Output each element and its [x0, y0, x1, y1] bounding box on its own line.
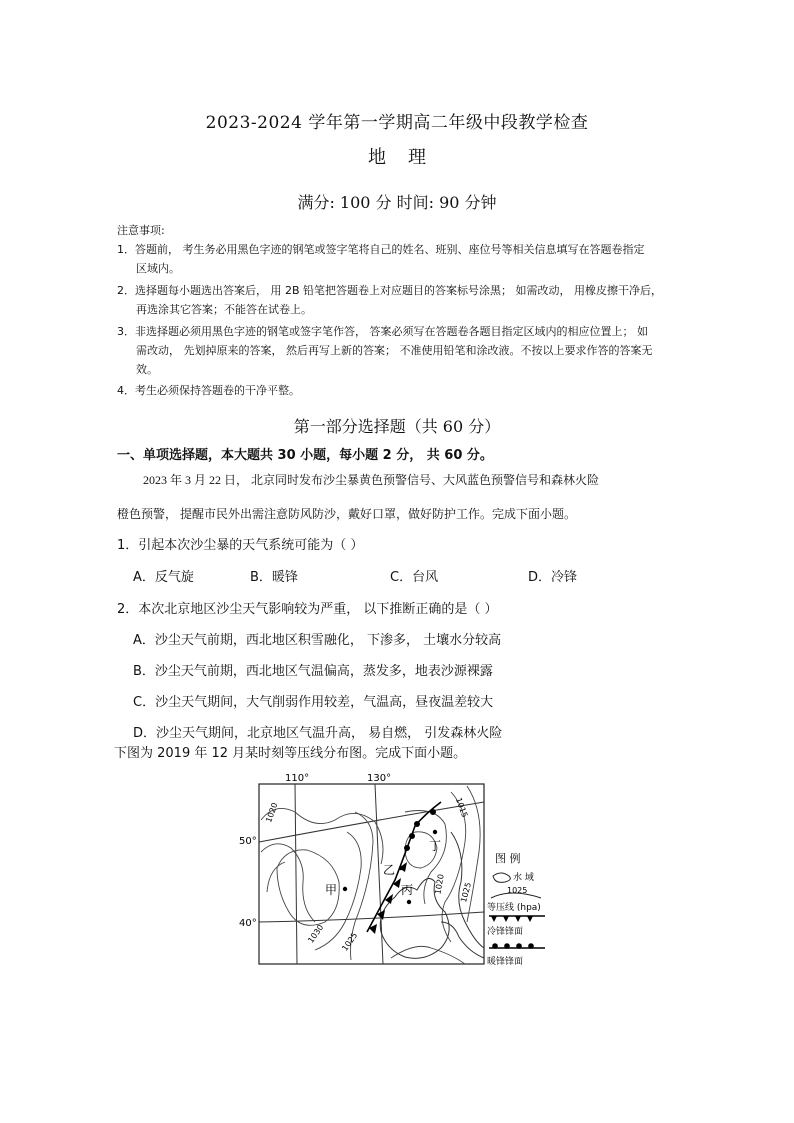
meridian-130-line	[375, 784, 383, 964]
q2-option-d: D．沙尘天气期间，北京地区气温升高， 易自燃， 引发森林火险	[133, 726, 503, 741]
point-jia	[343, 887, 347, 891]
subject-title: 地理	[368, 147, 448, 168]
legend-cold-triangle	[491, 916, 497, 922]
isobar-label: 1030	[306, 922, 326, 945]
note-line: 3．非选择题必须用黑色字迹的钢笔或签字笔作答， 答案必须写在答题卷各题目指定区域内的相应位置上； 如	[117, 325, 648, 338]
map-intro: 下图为 2019 年 12 月某时刻等压线分布图。完成下面小题。	[114, 746, 467, 761]
q2-option-c: C．沙尘天气期间，大气削弱作用较差，气温高，昼夜温差较大	[133, 695, 494, 710]
exam-title: 2023-2024 学年第一学期高二年级中段教学检查	[205, 113, 589, 133]
warm-front-dot	[409, 833, 415, 839]
q1-option-a: A．反气旋	[133, 570, 194, 585]
legend-water-symbol	[493, 873, 510, 882]
note-item-2	[117, 281, 682, 319]
isobar-line	[391, 946, 465, 964]
score-time-line: 满分: 100 分 时间: 90 分钟	[297, 193, 497, 212]
part-title: 第一部分选择题（共 60 分）	[293, 417, 501, 436]
legend-title: 图 例	[495, 852, 521, 865]
isobar-line	[467, 786, 480, 922]
isobar-map-figure	[239, 772, 545, 972]
note-line: 2．选择题每小题选出答案后， 用 2B 铅笔把答题卷上对应题目的答案标号涂黑； 如需改动， 用橡皮擦干净后，	[117, 284, 663, 297]
note-item-4	[117, 381, 682, 400]
point-yi	[399, 866, 403, 870]
q2-option-a: A．沙尘天气前期，西北地区积雪融化， 下渗多， 土壤水分较高	[133, 633, 502, 648]
isobar-label: 1015	[453, 796, 470, 819]
meridian-110-line	[295, 784, 297, 964]
isobar-line	[261, 808, 383, 864]
island-coast	[441, 922, 484, 958]
legend-isobar-value: 1025	[507, 886, 528, 895]
legend-warm-dot	[528, 943, 534, 949]
q1-option-b: B．暖锋	[250, 570, 298, 585]
point-ding	[433, 830, 437, 834]
isobar-label: 1025	[340, 930, 360, 953]
note-line: 效。	[136, 363, 158, 376]
warm-front-line	[415, 802, 441, 826]
question-1-stem: 1．引起本次沙尘暴的天气系统可能为（ ）	[117, 538, 364, 553]
legend-cold-label: 冷锋锋面	[487, 927, 524, 937]
legend-warm-dot	[504, 943, 510, 949]
note-item-3	[117, 322, 682, 379]
legend-cold-triangle	[503, 916, 509, 922]
warm-front-dot	[404, 845, 410, 851]
q2-option-b: B．沙尘天气前期，西北地区气温偏高，蒸发多，地表沙源裸露	[133, 664, 493, 679]
label-jia: 甲	[325, 883, 338, 897]
lon-110-label: 110°	[285, 773, 310, 784]
isobar-label: 1020	[264, 801, 280, 824]
latitude-50-line	[259, 802, 484, 842]
isobar-label: 1025	[459, 881, 474, 904]
section-heading: 一、单项选择题，本大题共 30 小题，每小题 2 分， 共 60 分。	[117, 448, 493, 463]
note-line: 需改动， 先划掉原来的答案， 然后再写上新的答案； 不准使用铅笔和涂改液。不按以上要求作答的答案无	[136, 344, 653, 357]
notes-heading: 注意事项:	[117, 224, 165, 237]
note-line: 1．答题前， 考生务必用黑色字迹的钢笔或签字笔将自己的姓名、班别、座位号等相关信息填写在答题卷指定	[117, 243, 645, 256]
lat-40-label: 40°	[239, 918, 257, 929]
note-line: 区域内。	[136, 262, 180, 275]
material-intro-line-1: 2023 年 3 月 22 日， 北京同时发布沙尘暴黄色预警信号、大风蓝色预警信号和森林火险	[143, 473, 600, 487]
label-bing: 丙	[401, 883, 414, 897]
isobar-label: 1020	[433, 873, 446, 895]
note-item-1	[117, 240, 682, 278]
lat-50-label: 50°	[239, 836, 257, 847]
legend-water-label: 水 域	[513, 873, 534, 883]
legend-cold-triangle	[527, 916, 533, 922]
question-2-stem: 2．本次北京地区沙尘天气影响较为严重， 以下推断正确的是（ ）	[117, 602, 498, 617]
q1-option-d: D．冷锋	[528, 570, 578, 585]
legend-warm-label: 暖锋锋面	[487, 957, 524, 967]
material-intro-line-2: 橙色预警， 提醒市民外出需注意防风防沙，戴好口罩，做好防护工作。完成下面小题。	[117, 507, 577, 521]
q1-option-c: C．台风	[390, 570, 439, 585]
legend-cold-triangle	[515, 916, 521, 922]
label-ding: 丁	[429, 839, 442, 853]
note-line: 再选涂其它答案；不能答在试卷上。	[136, 303, 312, 316]
label-yi: 乙	[383, 863, 396, 877]
legend-isobar-label: 等压线 (hpa)	[487, 903, 541, 913]
note-line: 4．考生必须保持答题卷的干净平整。	[117, 384, 300, 397]
lon-130-label: 130°	[367, 773, 392, 784]
legend-warm-dot	[516, 943, 522, 949]
point-bing	[407, 900, 411, 904]
legend-warm-dot	[492, 943, 498, 949]
